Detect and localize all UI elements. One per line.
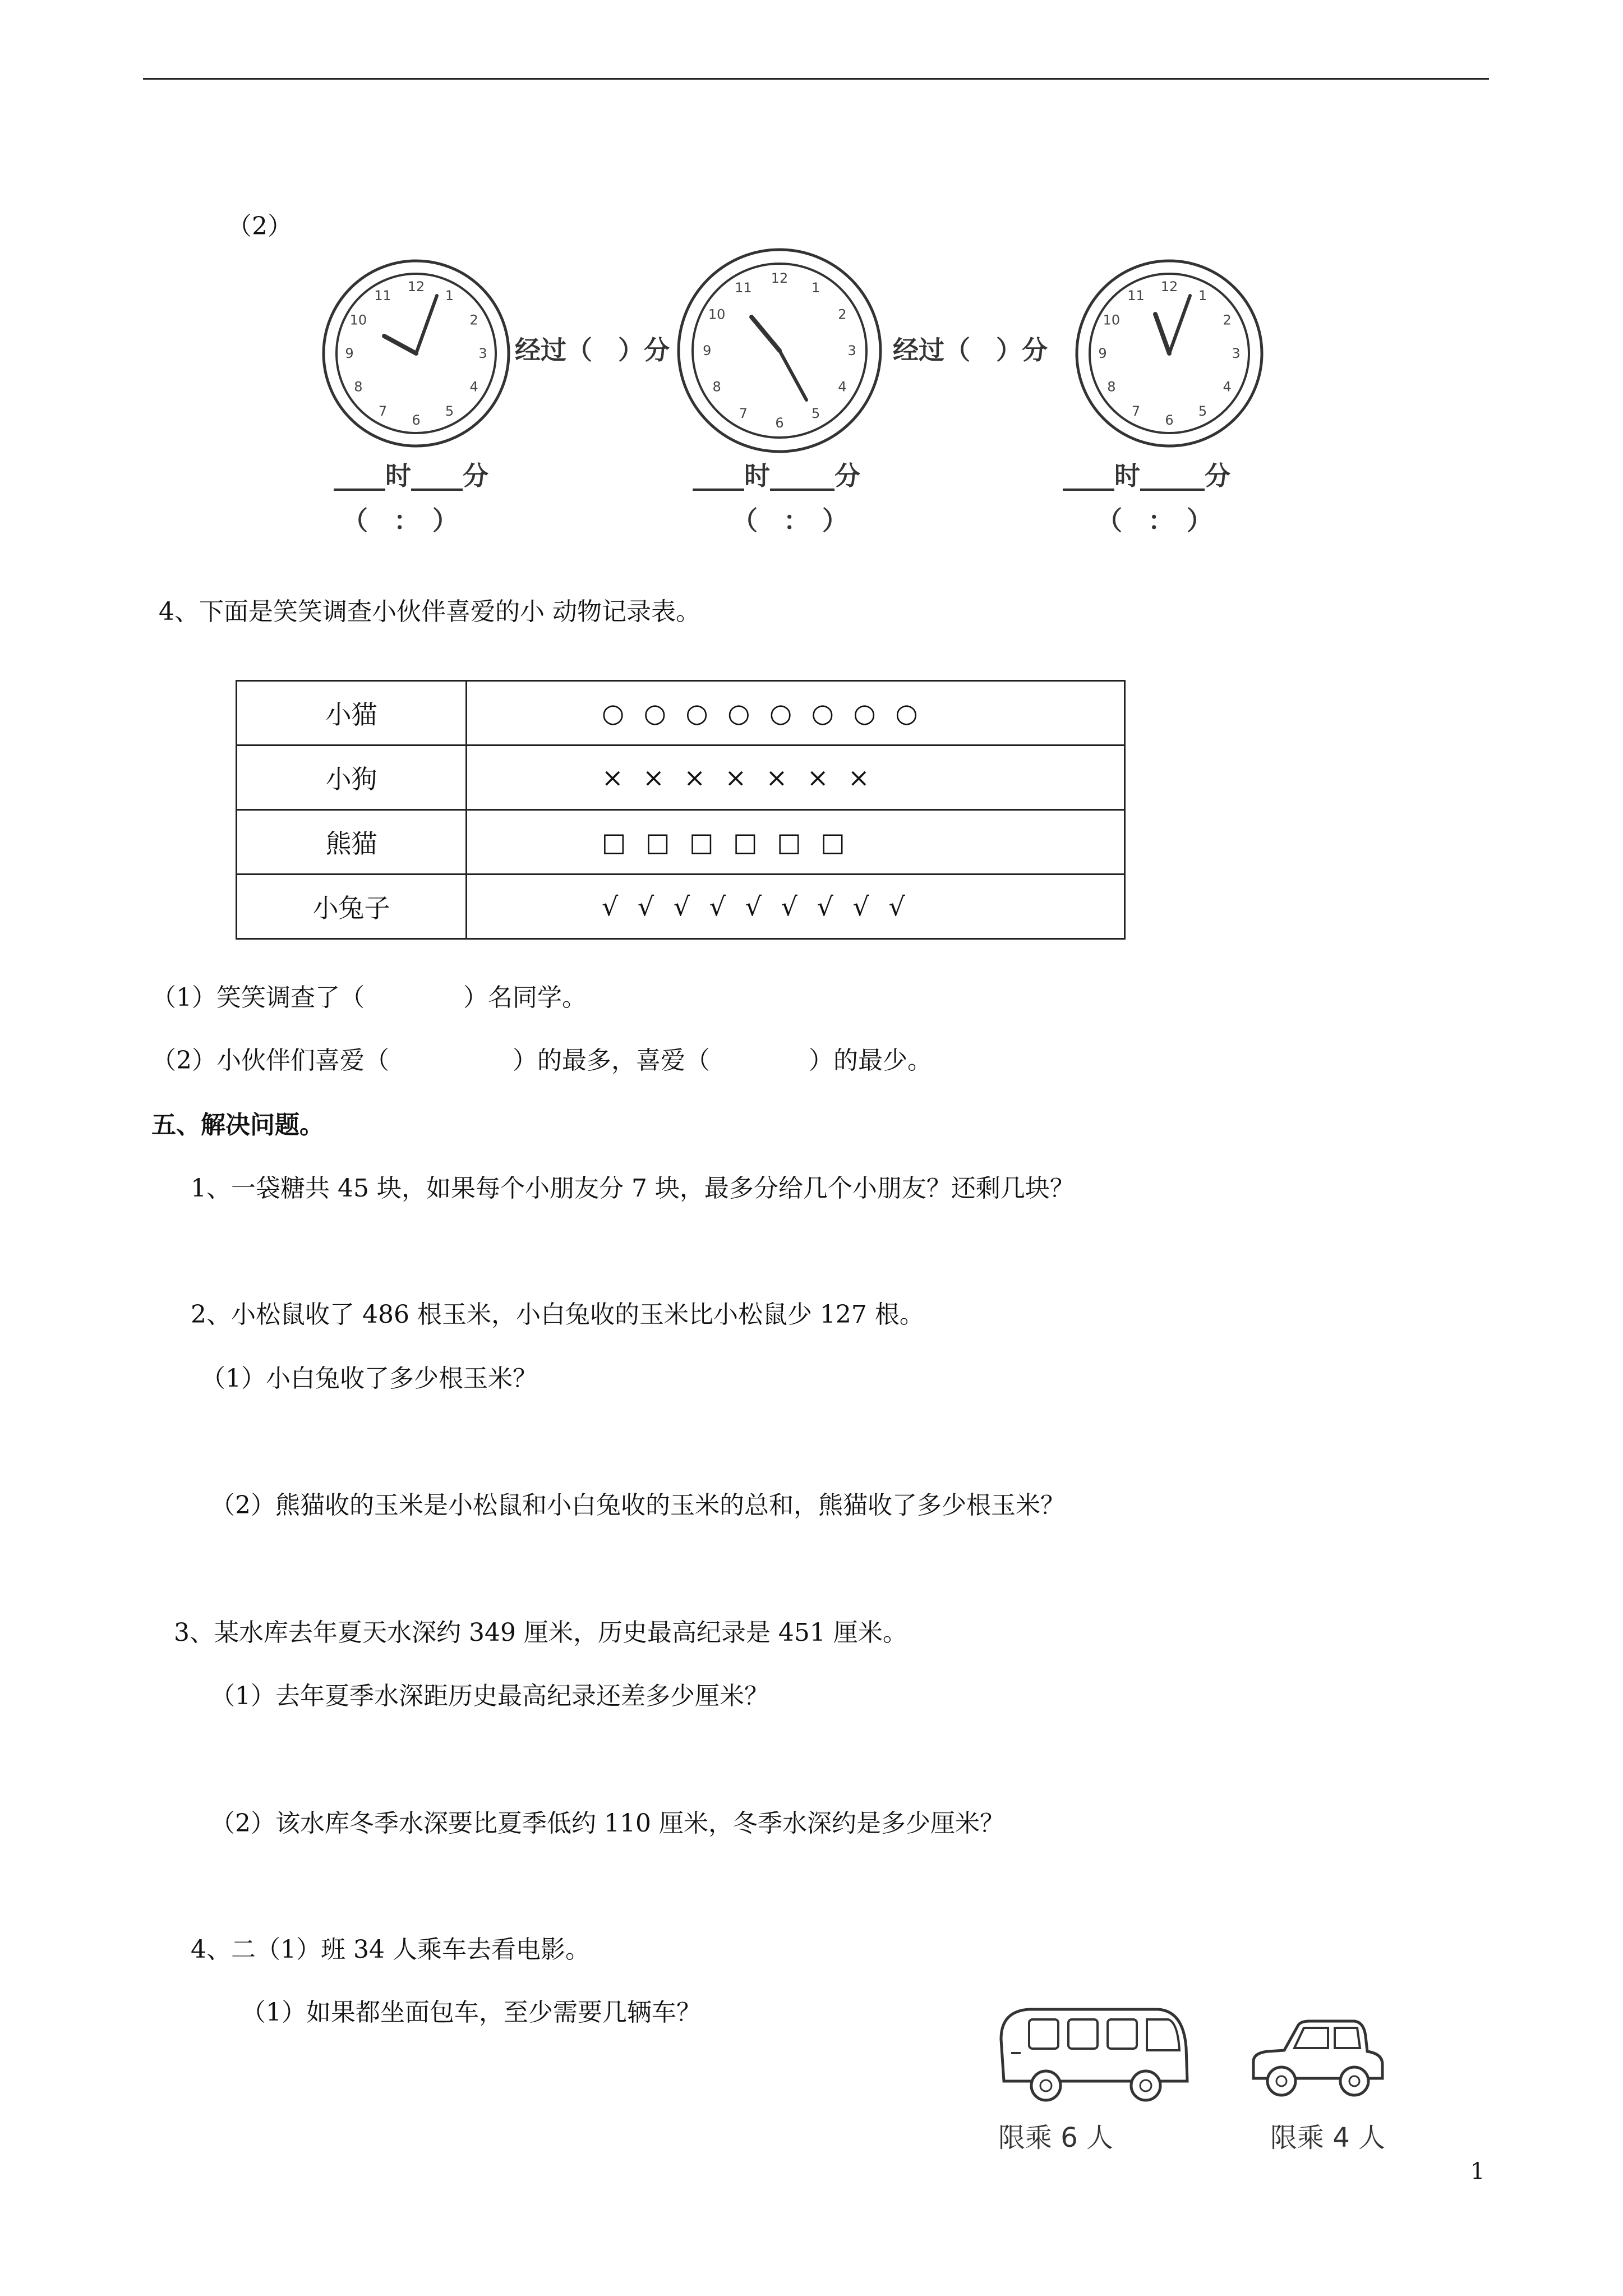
time-paren-2: （ ： ）	[732, 505, 848, 536]
clock-numeral: 6	[412, 412, 421, 428]
time-answer-3: ____时_____分	[1063, 461, 1230, 491]
clock-numeral: 4	[469, 379, 478, 395]
clock-numeral: 5	[445, 403, 454, 420]
clock-numeral: 11	[1127, 287, 1145, 303]
clock-numeral: 9	[703, 343, 712, 358]
q4-intro: 4、下面是笑笑调查小伙伴喜爱的小 动物记录表。	[159, 597, 700, 626]
clock-numeral: 11	[374, 287, 391, 303]
clock-numeral: 8	[354, 379, 363, 395]
time-paren-1: （ ： ）	[342, 505, 458, 536]
q4-sub1: （1）笑笑调查了（ ）名同学。	[151, 983, 587, 1012]
clock-numeral: 3	[478, 346, 487, 361]
time-answer-2: ____时_____分	[693, 461, 860, 491]
clock-numeral: 2	[469, 312, 478, 328]
problem-3-2: （2）该水库冬季水深要比夏季低约 110 厘米，冬季水深约是多少厘米？	[210, 1809, 1004, 1838]
clock-numeral: 11	[735, 280, 752, 296]
animal-name: 熊猫	[237, 810, 467, 875]
clock-numeral: 3	[847, 343, 856, 358]
problem-3: 3、某水库去年夏天水深约 349 厘米，历史最高纪录是 451 厘米。	[174, 1618, 907, 1647]
problem-1: 1、一袋糖共 45 块，如果每个小朋友分 7 块，最多分给几个小朋友？还剩几块？	[191, 1174, 1075, 1203]
problem-2-1: （1）小白兔收了多少根玉米？	[201, 1364, 537, 1393]
animal-marks: × × × × × × ×	[467, 746, 1125, 810]
time-answer-1: ____时____分	[334, 461, 488, 491]
problem-3-1: （1）去年夏季水深距历史最高纪录还差多少厘米？	[210, 1682, 769, 1710]
clock-3	[1071, 255, 1267, 452]
clock-numeral: 1	[1198, 287, 1207, 303]
animal-name: 小兔子	[237, 875, 467, 939]
clock-numeral: 7	[378, 403, 388, 420]
elapsed-label-2: 经过（ ）分	[893, 335, 1048, 365]
animal-marks: □ □ □ □ □ □	[467, 810, 1125, 875]
problem-4-1: （1）如果都坐面包车，至少需要几辆车？	[241, 1998, 701, 2027]
clock-numeral: 12	[771, 270, 789, 286]
clock-numeral: 1	[811, 280, 820, 296]
clock-numeral: 4	[838, 379, 847, 395]
clock-numeral: 7	[739, 405, 748, 421]
animal-name: 小猫	[237, 681, 467, 746]
time-paren-3: （ ： ）	[1096, 505, 1212, 536]
q4-sub2: （2）小伙伴们喜爱（ ）的最多，喜爱（ ）的最少。	[151, 1046, 932, 1075]
clock-numeral: 10	[349, 312, 367, 328]
problem-2-2: （2）熊猫收的玉米是小松鼠和小白兔收的玉米的总和，熊猫收了多少根玉米？	[210, 1491, 1065, 1520]
bus-icon	[990, 1997, 1197, 2111]
clock-numeral: 6	[775, 415, 784, 431]
problem-4: 4、二（1）班 34 人乘车去看电影。	[191, 1935, 590, 1964]
clock-numeral: 2	[1223, 312, 1232, 328]
clock-numeral: 1	[445, 287, 454, 303]
animal-name: 小狗	[237, 746, 467, 810]
table-row	[237, 746, 1125, 810]
table-row	[237, 810, 1125, 875]
clock-2	[673, 244, 886, 457]
clock-numeral: 12	[1160, 279, 1178, 295]
animal-record-table	[236, 680, 1126, 940]
clock-numeral: 7	[1131, 403, 1141, 420]
problem-2: 2、小松鼠收了 486 根玉米，小白兔收的玉米比小松鼠少 127 根。	[191, 1300, 924, 1329]
clock-numeral: 3	[1232, 346, 1241, 361]
bus-limit-label: 限乘 6 人	[998, 2122, 1114, 2154]
elapsed-label-1: 经过（ ）分	[515, 335, 670, 365]
clock-1	[318, 255, 514, 452]
section5-title: 五、解决问题。	[151, 1111, 324, 1139]
header-rule	[143, 78, 1489, 80]
animal-marks: ○ ○ ○ ○ ○ ○ ○ ○	[467, 681, 1125, 746]
table-row	[237, 875, 1125, 939]
clock-numeral: 9	[1098, 346, 1107, 361]
car-icon	[1245, 2011, 1391, 2109]
page-number: 1	[1470, 2159, 1485, 2184]
subsection-label: （2）	[227, 212, 292, 241]
clock-numeral: 5	[811, 405, 820, 421]
clock-numeral: 8	[712, 379, 721, 395]
clock-numeral: 10	[1103, 312, 1121, 328]
animal-marks: √ √ √ √ √ √ √ √ √	[467, 875, 1125, 939]
table-row	[237, 681, 1125, 746]
clock-numeral: 8	[1107, 379, 1116, 395]
clock-numeral: 2	[838, 306, 847, 323]
clock-numeral: 10	[708, 306, 726, 323]
clock-numeral: 9	[345, 346, 354, 361]
clock-numeral: 5	[1198, 403, 1207, 420]
clock-numeral: 12	[407, 279, 425, 295]
clock-numeral: 6	[1165, 412, 1174, 428]
clock-numeral: 4	[1223, 379, 1232, 395]
car-limit-label: 限乘 4 人	[1270, 2122, 1386, 2154]
